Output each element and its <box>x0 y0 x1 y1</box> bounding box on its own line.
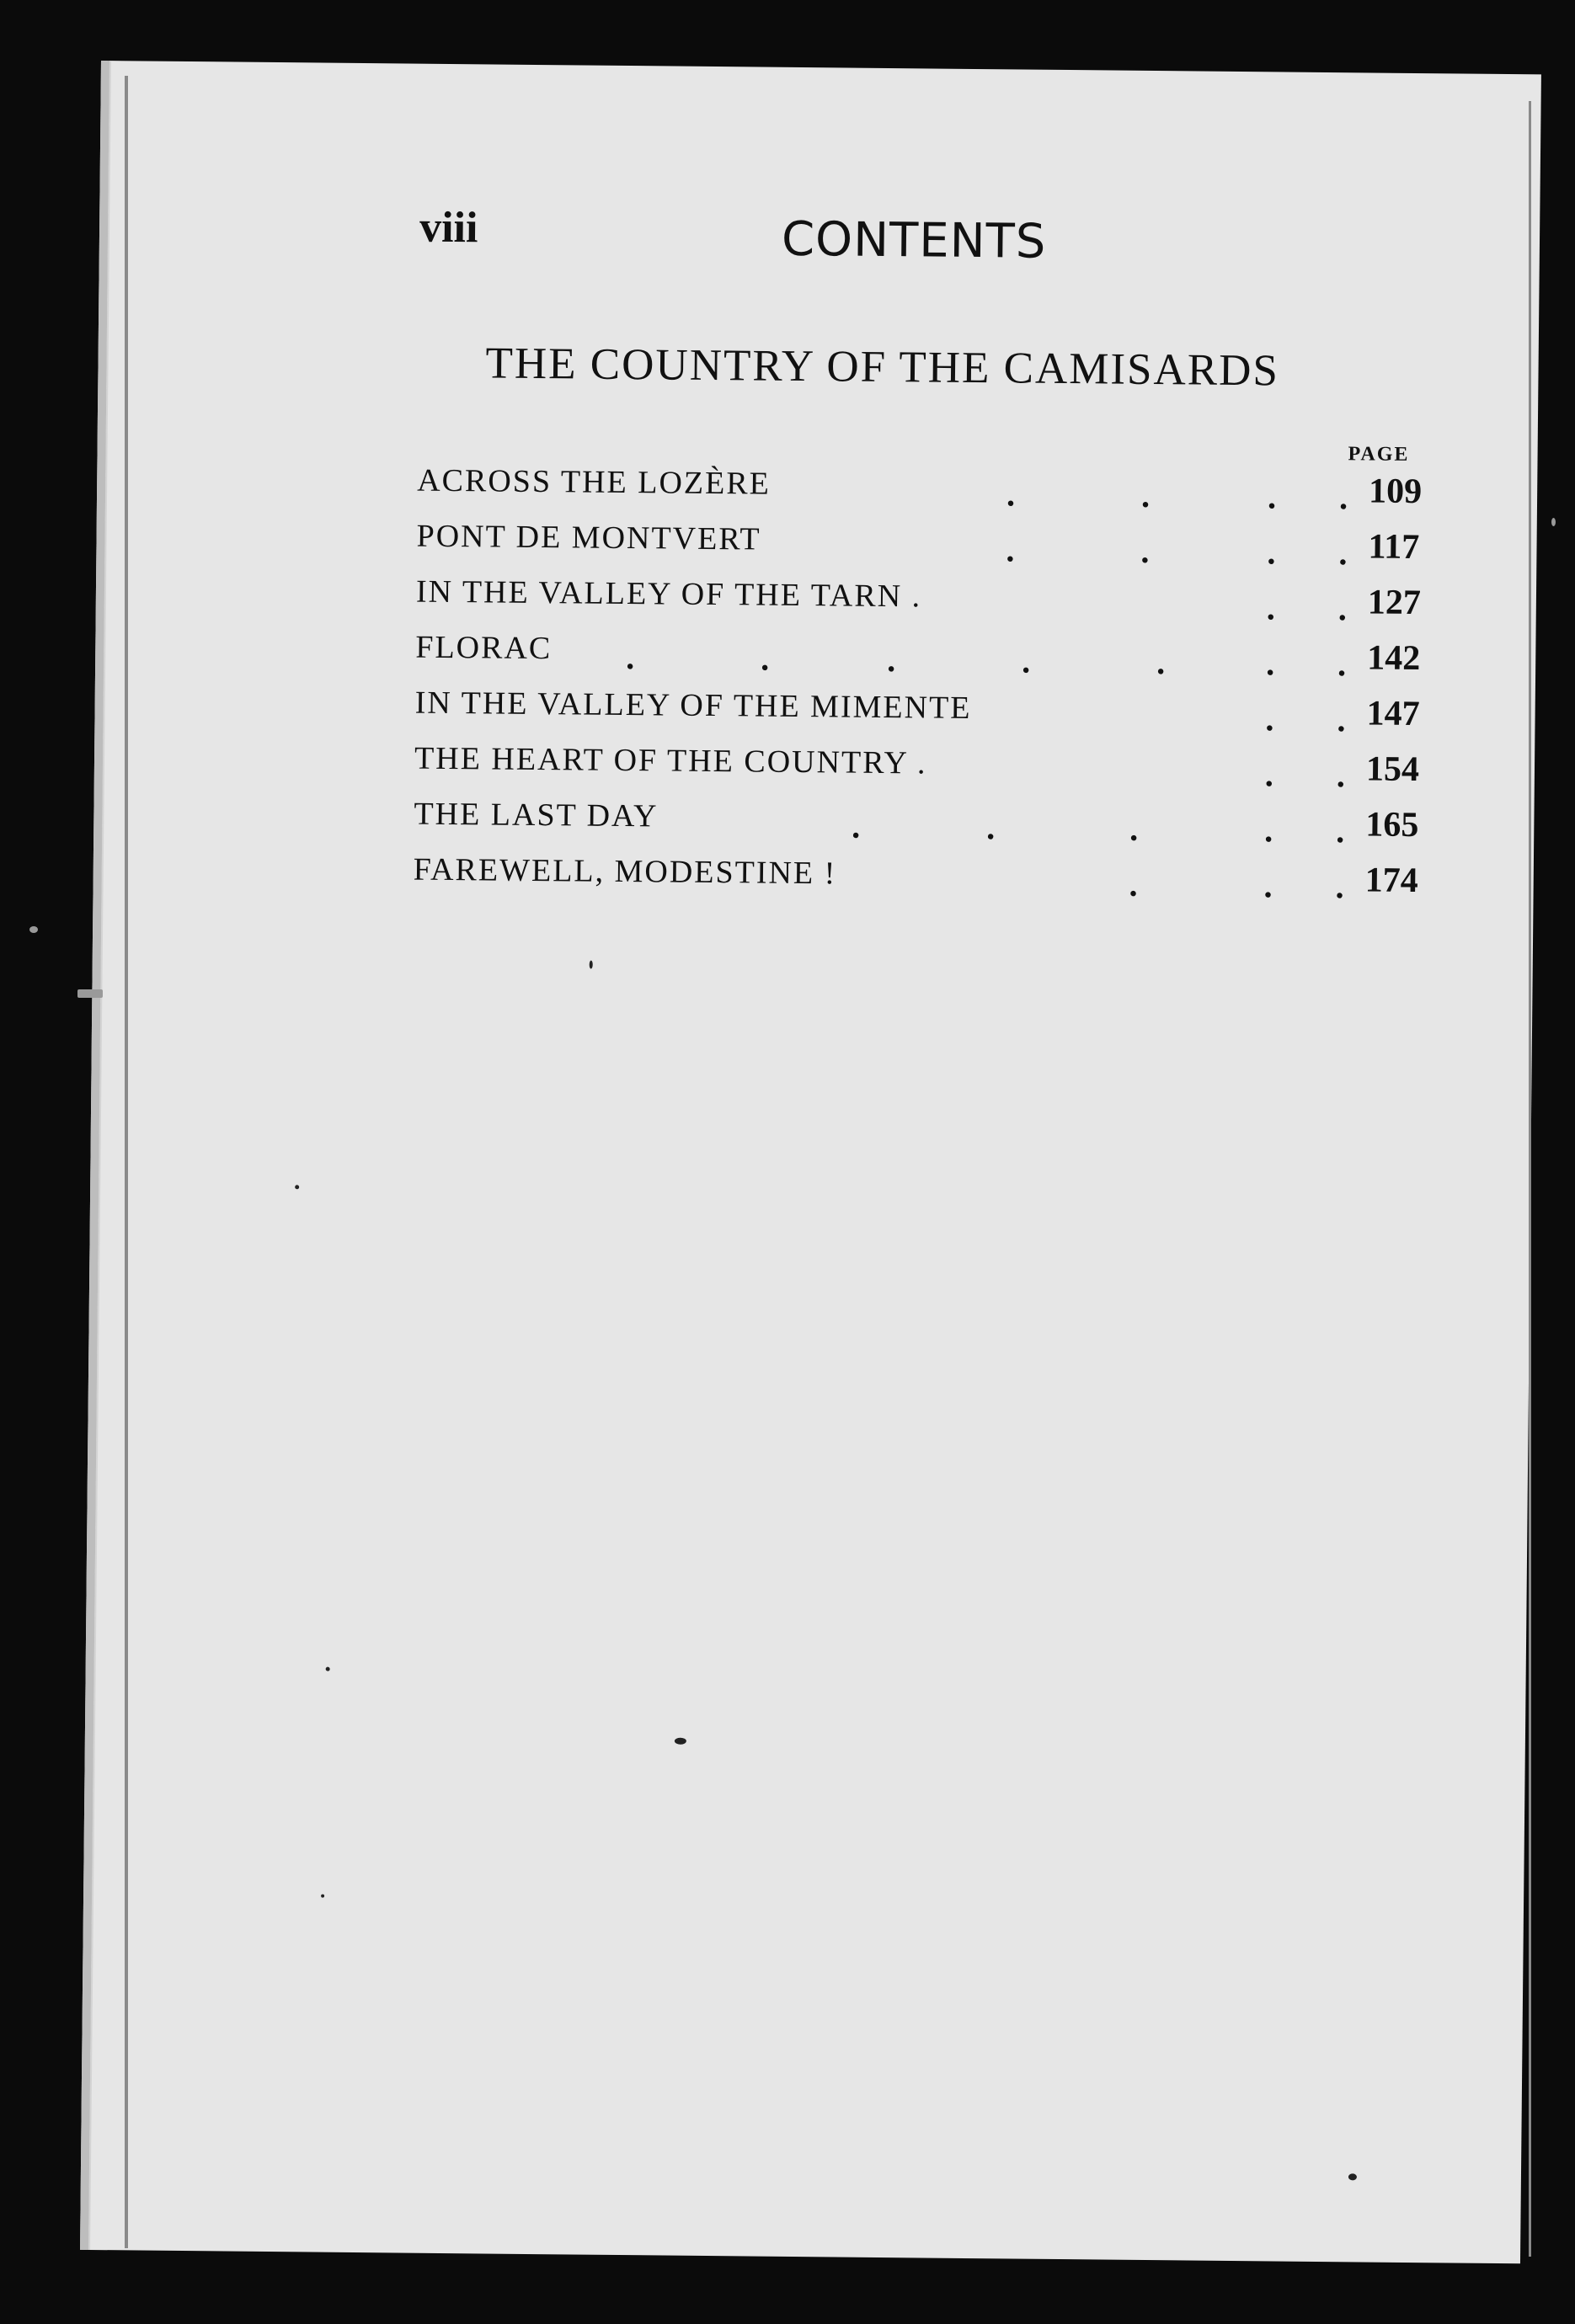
leader-dot: . <box>1337 589 1348 628</box>
leader-dot: . <box>626 638 635 677</box>
toc-entry <box>415 614 1427 684</box>
leader-dot: . <box>1336 756 1346 795</box>
toc-entry-page: 154 <box>1365 749 1420 790</box>
toc-entry-title: THE LAST DAY <box>414 796 659 834</box>
scan-speck <box>326 1667 330 1671</box>
leader-dot: . <box>1265 644 1275 683</box>
scan-speck <box>29 926 38 933</box>
scan-speck <box>321 1895 324 1898</box>
toc-entry <box>413 836 1425 906</box>
leader-dot: . <box>1156 643 1166 682</box>
toc-entry-page: 174 <box>1364 861 1418 901</box>
leader-dot: . <box>1335 867 1344 906</box>
toc-entry-title: IN THE VALLEY OF THE TARN . <box>415 573 922 615</box>
leader-dot: . <box>1263 866 1273 905</box>
page-column-label: PAGE <box>1348 443 1410 466</box>
scan-speck <box>1551 518 1556 526</box>
leader-dot: . <box>1264 755 1274 794</box>
leader-dot: . <box>1021 642 1031 680</box>
page-edge-line <box>1529 101 1531 2257</box>
leader-dot: . <box>1140 476 1151 514</box>
leader-dot: . <box>886 640 896 680</box>
section-title: THE COUNTRY OF THE CAMISARDS <box>485 338 1280 396</box>
leader-dot: . <box>1129 809 1139 848</box>
leader-dot: . <box>1336 812 1345 850</box>
leader-dot: . <box>852 807 861 845</box>
page-number: viii <box>419 203 478 253</box>
toc-entry <box>416 503 1428 573</box>
leader-dot: . <box>1267 533 1276 572</box>
toc-entry-title: IN THE VALLEY OF THE MIMENTE <box>414 685 972 726</box>
table-of-contents <box>413 447 1428 906</box>
leader-dot: . <box>1006 530 1015 569</box>
leader-dot: . <box>1338 478 1348 517</box>
leader-dot: . <box>1265 700 1274 738</box>
running-head: CONTENTS <box>781 211 1047 269</box>
toc-entry-title: FAREWELL, MODESTINE ! <box>413 851 837 892</box>
toc-entry-page: 147 <box>1366 694 1420 734</box>
leader-dot: . <box>1267 477 1277 516</box>
leader-dot: . <box>1140 531 1150 570</box>
leader-dot: . <box>1266 589 1276 627</box>
leader-dot: . <box>1338 534 1348 573</box>
toc-entry-page: 142 <box>1367 638 1421 679</box>
page-edge-line <box>125 76 128 2248</box>
scan-speck <box>295 1185 299 1189</box>
toc-entry-page: 165 <box>1365 805 1419 845</box>
toc-entry <box>417 447 1428 517</box>
leader-dot: . <box>1337 701 1346 739</box>
scan-speck <box>675 1738 686 1745</box>
toc-entry-title: PONT DE MONTVERT <box>416 518 761 557</box>
leader-dot: . <box>761 639 770 678</box>
leader-dot: . <box>1337 645 1347 684</box>
scan-speck <box>1348 2173 1357 2180</box>
toc-entry-title: ACROSS THE LOZÈRE <box>417 462 771 502</box>
toc-entry <box>414 781 1425 850</box>
scan-speck <box>590 961 593 969</box>
leader-dot: . <box>986 808 996 847</box>
toc-entry-page: 117 <box>1368 527 1420 568</box>
leader-dot: . <box>1129 865 1138 903</box>
book-page <box>80 61 1541 2263</box>
leader-dot: . <box>1006 475 1016 514</box>
toc-entry <box>415 558 1428 628</box>
toc-entry-title: FLORAC <box>415 629 553 667</box>
toc-entry-page: 127 <box>1367 583 1422 623</box>
toc-entry <box>414 725 1426 795</box>
scan-speck <box>77 989 103 998</box>
leader-dot: . <box>1264 811 1273 850</box>
toc-entry-title: THE HEART OF THE COUNTRY . <box>414 740 927 781</box>
toc-entry-page: 109 <box>1368 472 1423 512</box>
toc-entry <box>414 669 1426 739</box>
